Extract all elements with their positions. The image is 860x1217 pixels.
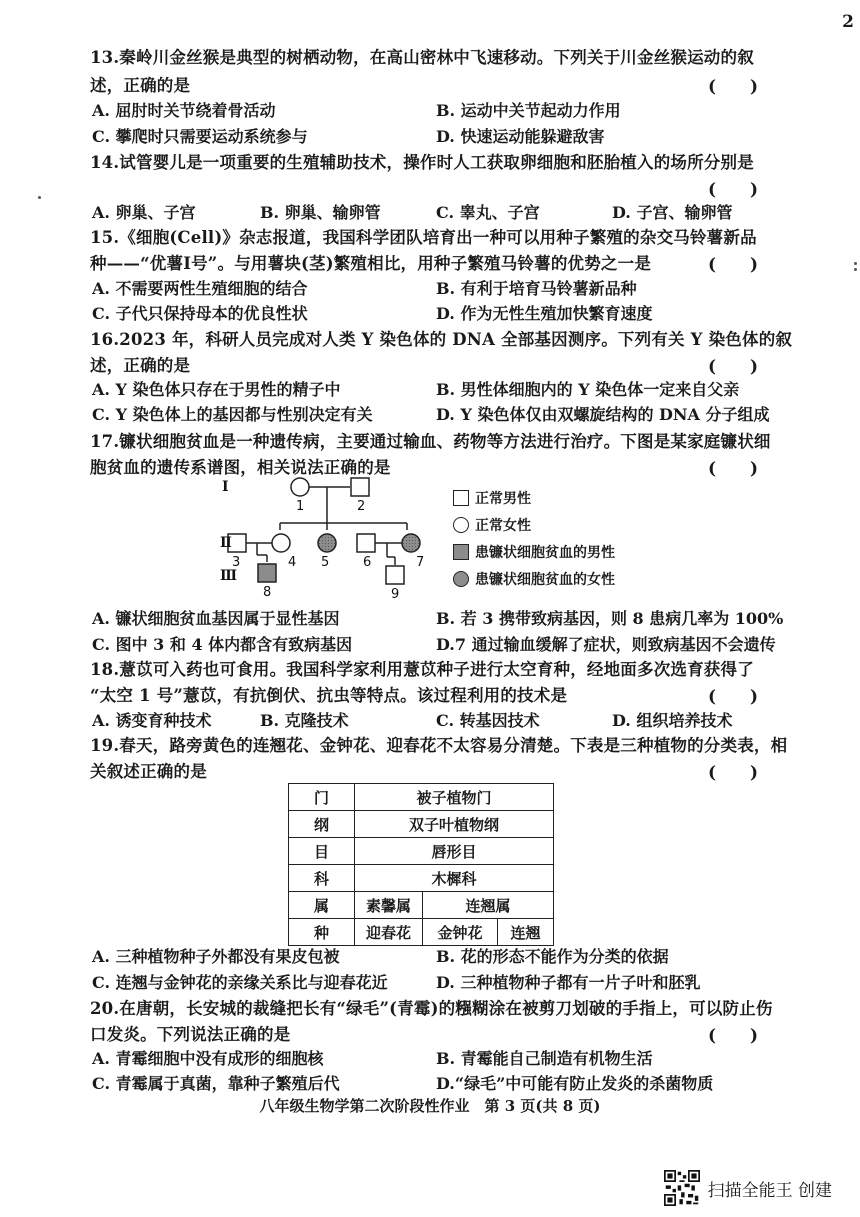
q15-option-a: A. 不需要两性生殖细胞的结合 bbox=[92, 279, 308, 298]
q17-option-a: A. 镰状细胞贫血基因属于显性基因 bbox=[92, 609, 340, 628]
normal-female-symbol bbox=[453, 517, 469, 533]
table-cell: 目 bbox=[289, 838, 355, 865]
q14-answer-blank: ( ) bbox=[708, 180, 759, 200]
legend-affected-female bbox=[453, 569, 615, 589]
pedigree-label-9: 9 bbox=[391, 587, 400, 602]
q13-stem-line-2: 述，正确的是 bbox=[90, 76, 191, 95]
scan-speck bbox=[38, 196, 41, 199]
pedigree-individual-4 bbox=[272, 534, 290, 552]
q15-option-b: B. 有利于培育马铃薯新品种 bbox=[436, 279, 637, 298]
qr-code-icon bbox=[664, 1170, 700, 1206]
q19-option-a: A. 三种植物种子外都没有果皮包被 bbox=[92, 947, 340, 966]
q15-option-d: D. 作为无性生殖加快繁育速度 bbox=[436, 304, 653, 323]
legend-normal-female bbox=[453, 515, 531, 535]
scanner-watermark bbox=[664, 1170, 832, 1206]
q14-option-c: C. 睾丸、子宫 bbox=[436, 203, 540, 222]
legend-affected-male bbox=[453, 542, 615, 562]
generation-label-II: Ⅱ bbox=[220, 535, 232, 551]
q19-option-c: C. 连翘与金钟花的亲缘关系比与迎春花近 bbox=[92, 973, 388, 992]
generation-label-III: Ⅲ bbox=[220, 568, 238, 584]
q18-stem-line-2: “太空 1 号”薏苡，有抗倒伏、抗虫等特点。该过程利用的技术是 bbox=[90, 686, 568, 705]
q20-stem-line-1: 20.在唐朝，长安城的裁缝把长有“绿毛”(青霉)的糨糊涂在被剪刀划破的手指上，可以防止伤 bbox=[90, 999, 773, 1018]
legend-normal-male bbox=[453, 488, 531, 508]
q17-stem-line-1: 17.镰状细胞贫血是一种遗传病，主要通过输血、药物等方法进行治疗。下图是某家庭镰状细 bbox=[90, 432, 771, 451]
q18-option-a: A. 诱变育种技术 bbox=[92, 711, 212, 730]
q15-stem-line-1: 15.《细胞(Cell)》杂志报道，我国科学团队培育出一种可以用种子繁殖的杂交马铃薯新品 bbox=[90, 228, 757, 247]
table-cell: 金钟花 bbox=[423, 919, 498, 946]
pedigree-individual-7 bbox=[402, 534, 420, 552]
table-cell: 科 bbox=[289, 865, 355, 892]
pedigree-label-5: 5 bbox=[321, 555, 330, 570]
q19-option-d: D. 三种植物种子都有一片子叶和胚乳 bbox=[436, 973, 701, 992]
legend-normal-male-label: 正常男性 bbox=[475, 491, 531, 507]
q17-option-b: B. 若 3 携带致病基因，则 8 患病几率为 100% bbox=[436, 609, 784, 628]
table-cell: 种 bbox=[289, 919, 355, 946]
q18-stem-line-1: 18.薏苡可入药也可食用。我国科学家利用薏苡种子进行太空育种，经地面多次选育获得了 bbox=[90, 660, 754, 679]
table-cell: 连翘 bbox=[498, 919, 554, 946]
table-cell: 被子植物门 bbox=[355, 784, 554, 811]
scan-speck bbox=[854, 262, 857, 265]
q16-stem-line-2: 述，正确的是 bbox=[90, 356, 191, 375]
pedigree-individual-8 bbox=[258, 564, 276, 582]
table-row bbox=[289, 919, 554, 946]
pedigree-individual-6 bbox=[357, 534, 375, 552]
table-row bbox=[289, 784, 554, 811]
legend-affected-female-label: 患镰状细胞贫血的女性 bbox=[475, 572, 615, 588]
pedigree-label-1: 1 bbox=[296, 499, 305, 514]
table-row bbox=[289, 865, 554, 892]
q16-option-c: C. Y 染色体上的基因都与性别决定有关 bbox=[92, 405, 373, 424]
pedigree-label-3: 3 bbox=[232, 555, 241, 570]
q13-option-b: B. 运动中关节起动力作用 bbox=[436, 101, 621, 120]
q20-option-a: A. 青霉细胞中没有成形的细胞核 bbox=[92, 1049, 324, 1068]
classification-table bbox=[288, 783, 554, 946]
q13-answer-blank: ( ) bbox=[708, 77, 759, 97]
q13-option-d: D. 快速运动能躲避敌害 bbox=[436, 127, 605, 146]
table-cell: 纲 bbox=[289, 811, 355, 838]
table-row bbox=[289, 811, 554, 838]
q16-stem-line-1: 16.2023 年，科研人员完成对人类 Y 染色体的 DNA 全部基因测序。下列有关 Y 染色体的叙 bbox=[90, 330, 793, 349]
affected-female-symbol bbox=[453, 571, 469, 587]
q17-answer-blank: ( ) bbox=[708, 459, 759, 479]
table-cell: 唇形目 bbox=[355, 838, 554, 865]
page-number: 2 bbox=[842, 12, 854, 32]
table-cell: 双子叶植物纲 bbox=[355, 811, 554, 838]
affected-male-symbol bbox=[453, 544, 469, 560]
legend-affected-male-label: 患镰状细胞贫血的男性 bbox=[475, 545, 615, 561]
q19-stem-line-2: 关叙述正确的是 bbox=[90, 762, 207, 781]
q14-option-b: B. 卵巢、输卵管 bbox=[260, 203, 381, 222]
q20-option-d: D.“绿毛”中可能有防止发炎的杀菌物质 bbox=[436, 1074, 714, 1093]
q15-stem-line-2: 种——“优薯Ⅰ号”。与用薯块(茎)繁殖相比，用种子繁殖马铃薯的优势之一是 bbox=[90, 254, 652, 273]
pedigree-individual-9 bbox=[386, 566, 404, 584]
q20-option-c: C. 青霉属于真菌，靠种子繁殖后代 bbox=[92, 1074, 340, 1093]
q17-option-d: D.7 通过输血缓解了症状，则致病基因不会遗传 bbox=[436, 635, 776, 654]
q15-answer-blank: ( ) bbox=[708, 255, 759, 275]
q14-option-a: A. 卵巢、子宫 bbox=[92, 203, 196, 222]
q19-stem-line-1: 19.春天，路旁黄色的连翘花、金钟花、迎春花不太容易分清楚。下表是三种植物的分类表，相 bbox=[90, 736, 788, 755]
q17-stem-line-2: 胞贫血的遗传系谱图，相关说法正确的是 bbox=[90, 458, 391, 477]
pedigree-label-4: 4 bbox=[288, 555, 297, 570]
table-row bbox=[289, 892, 554, 919]
pedigree-label-8: 8 bbox=[263, 585, 272, 600]
pedigree-individual-2 bbox=[351, 478, 369, 496]
q15-option-c: C. 子代只保持母本的优良性状 bbox=[92, 304, 308, 323]
pedigree-label-6: 6 bbox=[363, 555, 372, 570]
q19-answer-blank: ( ) bbox=[708, 763, 759, 783]
q16-option-b: B. 男性体细胞内的 Y 染色体一定来自父亲 bbox=[436, 380, 740, 399]
q18-option-d: D. 组织培养技术 bbox=[612, 711, 733, 730]
page-footer: 八年级生物学第二次阶段性作业 第 3 页(共 8 页) bbox=[259, 1097, 601, 1115]
table-cell: 素馨属 bbox=[355, 892, 423, 919]
q17-option-c: C. 图中 3 和 4 体内都含有致病基因 bbox=[92, 635, 353, 654]
q16-option-d: D. Y 染色体仅由双螺旋结构的 DNA 分子组成 bbox=[436, 405, 770, 424]
normal-male-symbol bbox=[453, 490, 469, 506]
q16-option-a: A. Y 染色体只存在于男性的精子中 bbox=[92, 380, 341, 399]
scan-speck bbox=[854, 268, 857, 271]
q14-option-d: D. 子宫、输卵管 bbox=[612, 203, 733, 222]
table-cell: 木樨科 bbox=[355, 865, 554, 892]
q13-option-a: A. 屈肘时关节绕着骨活动 bbox=[92, 101, 276, 120]
q18-option-c: C. 转基因技术 bbox=[436, 711, 540, 730]
pedigree-individual-5 bbox=[318, 534, 336, 552]
q18-option-b: B. 克隆技术 bbox=[260, 711, 349, 730]
q13-option-c: C. 攀爬时只需要运动系统参与 bbox=[92, 127, 308, 146]
q14-stem-line-1: 14.试管婴儿是一项重要的生殖辅助技术，操作时人工获取卵细胞和胚胎植入的场所分别是 bbox=[90, 153, 754, 172]
pedigree-individual-1 bbox=[291, 478, 309, 496]
table-cell: 属 bbox=[289, 892, 355, 919]
table-cell: 门 bbox=[289, 784, 355, 811]
q18-answer-blank: ( ) bbox=[708, 687, 759, 707]
q13-stem-line-1: 13.秦岭川金丝猴是典型的树栖动物，在高山密林中飞速移动。下列关于川金丝猴运动的叙 bbox=[90, 48, 754, 67]
q16-answer-blank: ( ) bbox=[708, 357, 759, 377]
watermark-label: 扫描全能王 创建 bbox=[707, 1180, 832, 1201]
pedigree-label-7: 7 bbox=[416, 555, 425, 570]
q19-option-b: B. 花的形态不能作为分类的依据 bbox=[436, 947, 669, 966]
pedigree-diagram bbox=[210, 470, 450, 605]
q20-stem-line-2: 口发炎。下列说法正确的是 bbox=[90, 1025, 291, 1044]
table-cell: 迎春花 bbox=[355, 919, 423, 946]
legend-normal-female-label: 正常女性 bbox=[475, 518, 531, 534]
q20-answer-blank: ( ) bbox=[708, 1026, 759, 1046]
pedigree-label-2: 2 bbox=[357, 499, 366, 514]
table-cell: 连翘属 bbox=[423, 892, 554, 919]
q20-option-b: B. 青霉能自己制造有机物生活 bbox=[436, 1049, 653, 1068]
generation-label-I: Ⅰ bbox=[222, 479, 229, 495]
table-row bbox=[289, 838, 554, 865]
